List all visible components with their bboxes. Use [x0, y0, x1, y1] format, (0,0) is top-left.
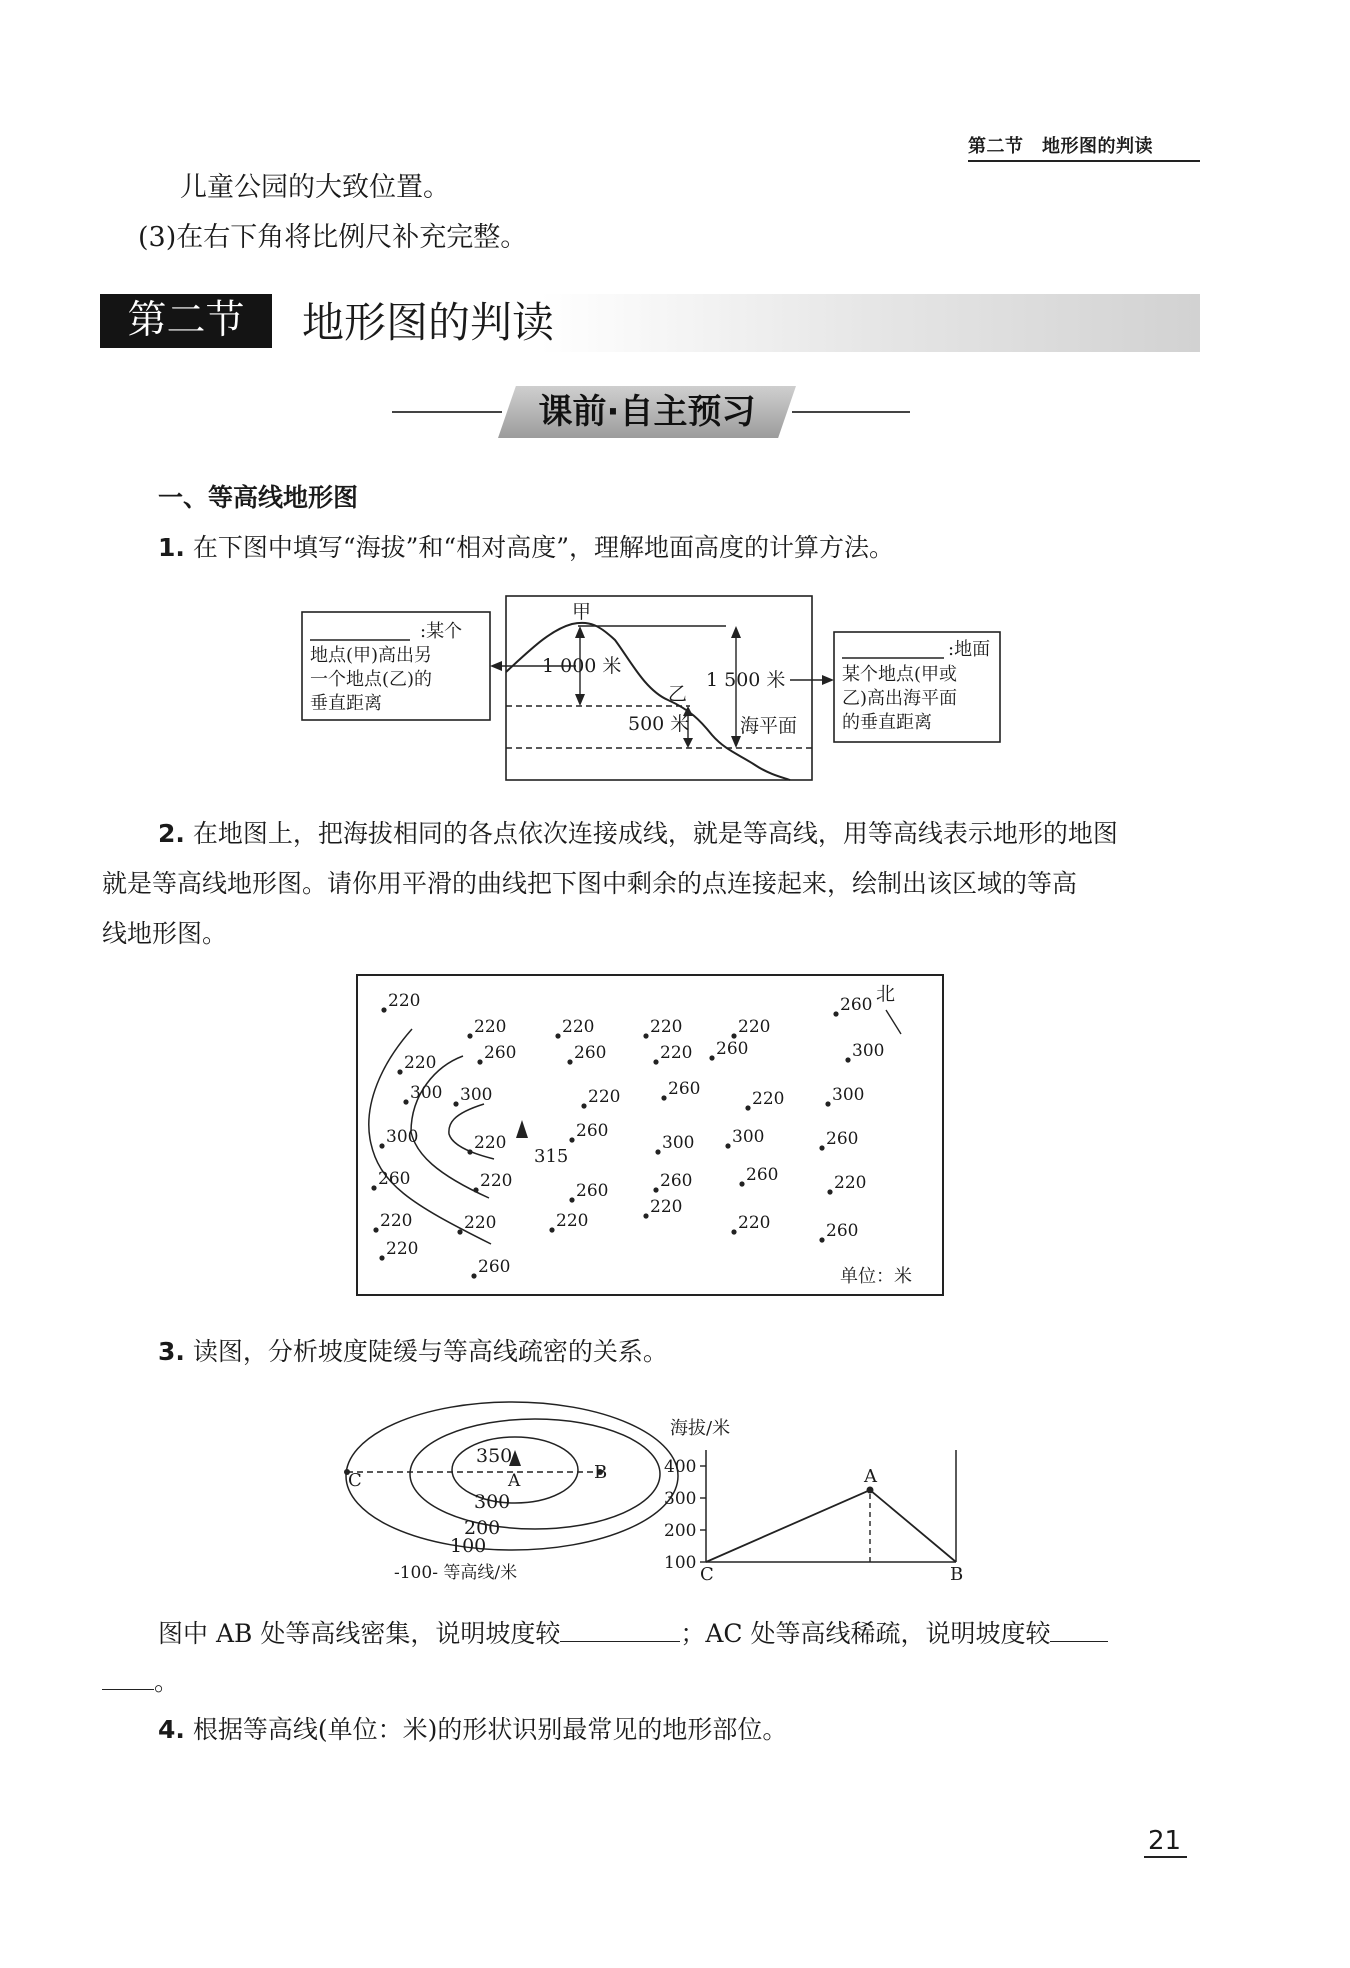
survey-point-label: 260	[378, 1169, 411, 1189]
y-tick-label: 100	[664, 1553, 697, 1573]
q2-line1-text: 在地图上，把海拔相同的各点依次连接成线，就是等高线，用等高线表示地形的地图	[192, 819, 1118, 848]
preview-title: 课前·自主预习	[538, 392, 756, 432]
profile-line	[706, 1490, 956, 1562]
q3-answer-blank2[interactable]	[1050, 1641, 1108, 1642]
profile-tick-layer	[664, 1457, 706, 1573]
q1-arrowhead-500-down	[683, 738, 693, 748]
survey-point-dot	[739, 1181, 744, 1186]
q3-number: 3.	[158, 1337, 185, 1366]
survey-point-label: 220	[650, 1017, 683, 1037]
peak-label: 315	[534, 1146, 569, 1167]
survey-point-label: 220	[738, 1017, 771, 1037]
survey-point-label: 260	[478, 1257, 511, 1277]
survey-point-label: 300	[662, 1133, 695, 1153]
survey-point-label: 220	[556, 1211, 589, 1231]
survey-point-dot	[381, 1007, 386, 1012]
q2-map	[356, 974, 944, 1298]
profile-point-c: C	[700, 1564, 714, 1585]
survey-point-dot	[833, 1011, 838, 1016]
q1-label-500: 500 米	[628, 713, 690, 735]
survey-point-label: 260	[840, 995, 873, 1015]
y-tick-label: 200	[664, 1521, 697, 1541]
map-point-a: A	[508, 1471, 521, 1491]
survey-point-dot	[653, 1059, 658, 1064]
survey-point-dot	[371, 1185, 376, 1190]
q1-label-sea: 海平面	[740, 715, 798, 737]
survey-point-dot	[825, 1101, 830, 1106]
q3-answer-blank2-cont[interactable]	[102, 1689, 154, 1690]
carryover-text: 儿童公园的大致位置。	[180, 172, 450, 203]
survey-point-label: 300	[732, 1127, 765, 1147]
section-badge: 第二节	[100, 294, 272, 348]
survey-point-label: 220	[388, 991, 421, 1011]
survey-point-label: 300	[460, 1085, 493, 1105]
survey-point-dot	[819, 1145, 824, 1150]
q1-prompt: 在下图中填写“海拔”和“相对高度”，理解地面高度的计算方法。	[192, 533, 894, 562]
survey-point-label: 220	[650, 1197, 683, 1217]
q4-text	[158, 1710, 787, 1746]
q1-label-1000: 1 000 米	[542, 655, 622, 677]
survey-point-dot	[567, 1059, 572, 1064]
q1-arrowhead-1000-down	[575, 694, 585, 706]
survey-point-dot	[379, 1255, 384, 1260]
q1-left-line3: 一个地点(乙)的	[310, 669, 433, 690]
survey-point-label: 260	[484, 1043, 517, 1063]
survey-point-label: 220	[738, 1213, 771, 1233]
q1-left-line1: :某个	[420, 621, 463, 642]
contour-200	[410, 1419, 660, 1529]
q1-label-1500: 1 500 米	[706, 669, 786, 691]
survey-point-label: 260	[576, 1121, 609, 1141]
q1-left-pointer-head	[490, 661, 502, 671]
survey-point-label: 220	[562, 1017, 595, 1037]
survey-point-label: 220	[404, 1053, 437, 1073]
contour-legend: -100- 等高线/米	[394, 1563, 518, 1583]
q1-label-yi: 乙	[668, 683, 688, 705]
map-point-b: B	[594, 1462, 608, 1483]
q1-arrowhead-1500-up	[731, 626, 741, 638]
survey-point-dot	[643, 1213, 648, 1218]
q1-left-line4: 垂直距离	[310, 693, 382, 714]
survey-point-label: 260	[668, 1079, 701, 1099]
q3-answer-part1: 图中 AB 处等高线密集，说明坡度较	[158, 1619, 561, 1648]
profile-point-a: A	[864, 1466, 877, 1487]
running-head: 第二节 地形图的判读	[968, 132, 1200, 162]
survey-point-label: 260	[576, 1181, 609, 1201]
survey-point-label: 260	[574, 1043, 607, 1063]
q3-prompt: 读图，分析坡度陡缓与等高线疏密的关系。	[192, 1337, 668, 1366]
survey-point-label: 300	[386, 1127, 419, 1147]
q3-answer-blank1[interactable]	[560, 1641, 680, 1642]
survey-point-dot	[569, 1197, 574, 1202]
survey-point-label: 220	[464, 1213, 497, 1233]
contour-label-300: 300	[474, 1491, 511, 1513]
survey-point-dot	[709, 1055, 714, 1060]
q3-answer-line2	[102, 1662, 179, 1698]
survey-point-dot	[581, 1103, 586, 1108]
q1-label-jia: 甲	[572, 601, 592, 623]
survey-point-label: 300	[852, 1041, 885, 1061]
survey-point-dot	[827, 1189, 832, 1194]
survey-point-label: 300	[832, 1085, 865, 1105]
q1-right-line4: 的垂直距离	[842, 712, 932, 733]
survey-point-dot	[725, 1143, 730, 1148]
survey-point-label: 220	[588, 1087, 621, 1107]
unit-label: 单位：米	[840, 1266, 912, 1287]
survey-point-dot	[473, 1187, 478, 1192]
q2-line3: 线地形图。	[102, 919, 228, 948]
survey-point-dot	[477, 1059, 482, 1064]
survey-point-label: 300	[410, 1083, 443, 1103]
survey-point-dot	[731, 1229, 736, 1234]
survey-point-label: 220	[480, 1171, 513, 1191]
survey-point-dot	[745, 1105, 750, 1110]
profile-point-b: B	[950, 1564, 964, 1585]
section-title: 地形图的判读	[302, 298, 555, 347]
profile-point-a-dot	[867, 1487, 874, 1494]
q4-number: 4.	[158, 1715, 185, 1744]
survey-point-label: 220	[380, 1211, 413, 1231]
peak-triangle-icon	[516, 1120, 528, 1138]
contour-300	[452, 1437, 578, 1503]
survey-point-dot	[661, 1095, 666, 1100]
q1-arrowhead-1000-up	[575, 626, 585, 638]
contour-label-350: 350	[476, 1445, 513, 1467]
survey-point-dot	[569, 1137, 574, 1142]
map-point-c: C	[348, 1470, 362, 1491]
survey-point-label: 220	[474, 1017, 507, 1037]
contour-label-200: 200	[464, 1517, 501, 1539]
y-tick-label: 400	[664, 1457, 697, 1477]
y-axis-title: 海拔/米	[670, 1418, 731, 1439]
north-label: 北	[876, 983, 896, 1005]
q1-terrain-profile	[506, 623, 790, 780]
survey-point-dot	[453, 1101, 458, 1106]
survey-point-dot	[655, 1149, 660, 1154]
q1-number: 1.	[158, 533, 185, 562]
q3-answer-line1	[158, 1614, 1108, 1650]
survey-point-dot	[467, 1149, 472, 1154]
survey-point-label: 260	[660, 1171, 693, 1191]
q1-right-line3: 乙)高出海平面	[842, 688, 958, 709]
survey-point-dot	[471, 1273, 476, 1278]
survey-point-dot	[643, 1033, 648, 1038]
north-arrow-icon	[886, 1010, 901, 1034]
carryover-instruction: (3)在右下角将比例尺补充完整。	[138, 222, 528, 253]
survey-point-dot	[373, 1227, 378, 1232]
q3-answer-end: 。	[154, 1667, 180, 1696]
survey-point-label: 260	[746, 1165, 779, 1185]
q3-answer-part2: ；AC 处等高线稀疏，说明坡度较	[680, 1619, 1051, 1648]
page-number: 21	[1144, 1826, 1187, 1858]
survey-point-dot	[653, 1187, 658, 1192]
q1-right-pointer-head	[822, 675, 834, 685]
survey-point-label: 260	[826, 1129, 859, 1149]
q4-prompt: 根据等高线(单位：米)的形状识别最常见的地形部位。	[192, 1715, 788, 1744]
survey-point-dot	[457, 1229, 462, 1234]
survey-point-dot	[403, 1099, 408, 1104]
survey-point-dot	[731, 1033, 736, 1038]
q2-number: 2.	[158, 819, 185, 848]
q1-right-line1: :地面	[948, 639, 991, 660]
part1-heading: 一、等高线地形图	[158, 483, 359, 512]
survey-point-label: 220	[834, 1173, 867, 1193]
contour-label-100: 100	[450, 1535, 487, 1557]
survey-point-label: 260	[826, 1221, 859, 1241]
q1-left-line2: 地点(甲)高出另	[310, 645, 433, 666]
y-tick-label: 300	[664, 1489, 697, 1509]
q1-right-line2: 某个地点(甲或	[842, 664, 958, 685]
survey-point-label: 220	[660, 1043, 693, 1063]
q2-line1	[158, 814, 1118, 850]
survey-point-label: 220	[474, 1133, 507, 1153]
survey-point-dot	[845, 1057, 850, 1062]
survey-point-dot	[467, 1033, 472, 1038]
q1-arrowhead-1500-down	[731, 736, 741, 748]
q3-text	[158, 1332, 668, 1368]
survey-point-dot	[397, 1069, 402, 1074]
survey-point-dot	[549, 1227, 554, 1232]
survey-point-label: 220	[752, 1089, 785, 1109]
q2-point-layer	[371, 991, 884, 1279]
survey-point-label: 260	[716, 1039, 749, 1059]
q3-figure	[330, 1394, 980, 1602]
survey-point-dot	[379, 1143, 384, 1148]
survey-point-dot	[819, 1237, 824, 1242]
q2-line2: 就是等高线地形图。请你用平滑的曲线把下图中剩余的点连接起来，绘制出该区域的等高	[102, 869, 1078, 898]
survey-point-label: 220	[386, 1239, 419, 1259]
survey-point-dot	[555, 1033, 560, 1038]
